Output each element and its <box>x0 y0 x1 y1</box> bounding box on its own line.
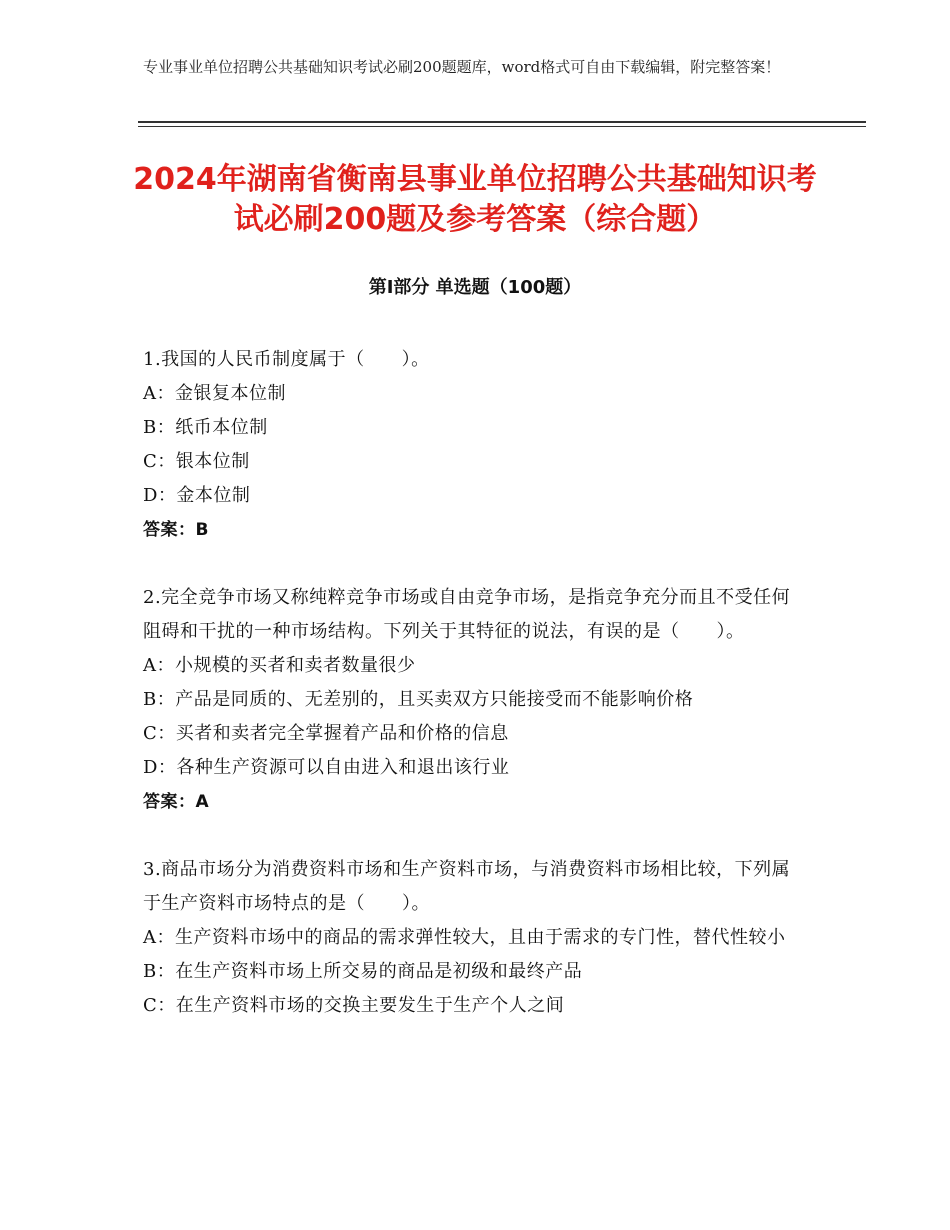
option-d: D：各种生产资源可以自由进入和退出该行业 <box>143 757 510 778</box>
option-a: A：生产资料市场中的商品的需求弹性较大，且由于需求的专门性，替代性较小 <box>143 927 786 948</box>
option-c: C：银本位制 <box>143 451 250 472</box>
header-note: 专业事业单位招聘公共基础知识考试必刷200题题库，word格式可自由下载编辑，附完整答案！ <box>143 58 781 76</box>
option-b: B：在生产资料市场上所交易的商品是初级和最终产品 <box>143 961 583 982</box>
answer: 答案：B <box>143 520 209 540</box>
option-c: C：在生产资料市场的交换主要发生于生产个人之间 <box>143 995 565 1016</box>
question-1 <box>143 343 808 547</box>
option-c: C：买者和卖者完全掌握着产品和价格的信息 <box>143 723 509 744</box>
header-rule-thick <box>138 121 866 123</box>
option-d: D：金本位制 <box>143 485 251 506</box>
option-a: A：金银复本位制 <box>143 383 286 404</box>
question-list <box>143 343 808 1023</box>
document-title: 2024年湖南省衡南县事业单位招聘公共基础知识考试必刷200题及参考答案（综合题） <box>133 162 817 237</box>
question-3 <box>143 853 808 1023</box>
option-b: B：纸币本位制 <box>143 417 268 438</box>
question-stem: 2.完全竞争市场又称纯粹竞争市场或自由竞争市场，是指竞争充分而且不受任何阻碍和干扰的一种市场结构。下列关于其特征的说法，有误的是（ ）。 <box>143 587 791 642</box>
question-stem: 1.我国的人民币制度属于（ ）。 <box>143 349 430 370</box>
header-rule-thin <box>138 126 866 127</box>
answer: 答案：A <box>143 792 210 812</box>
section-title: 第Ⅰ部分 单选题（100题） <box>368 277 582 298</box>
option-b: B：产品是同质的、无差别的，且买卖双方只能接受而不能影响价格 <box>143 689 694 710</box>
option-a: A：小规模的买者和卖者数量很少 <box>143 655 416 676</box>
question-stem: 3.商品市场分为消费资料市场和生产资料市场，与消费资料市场相比较，下列属于生产资料市场特点的是（ ）。 <box>143 859 791 914</box>
question-2 <box>143 581 808 819</box>
